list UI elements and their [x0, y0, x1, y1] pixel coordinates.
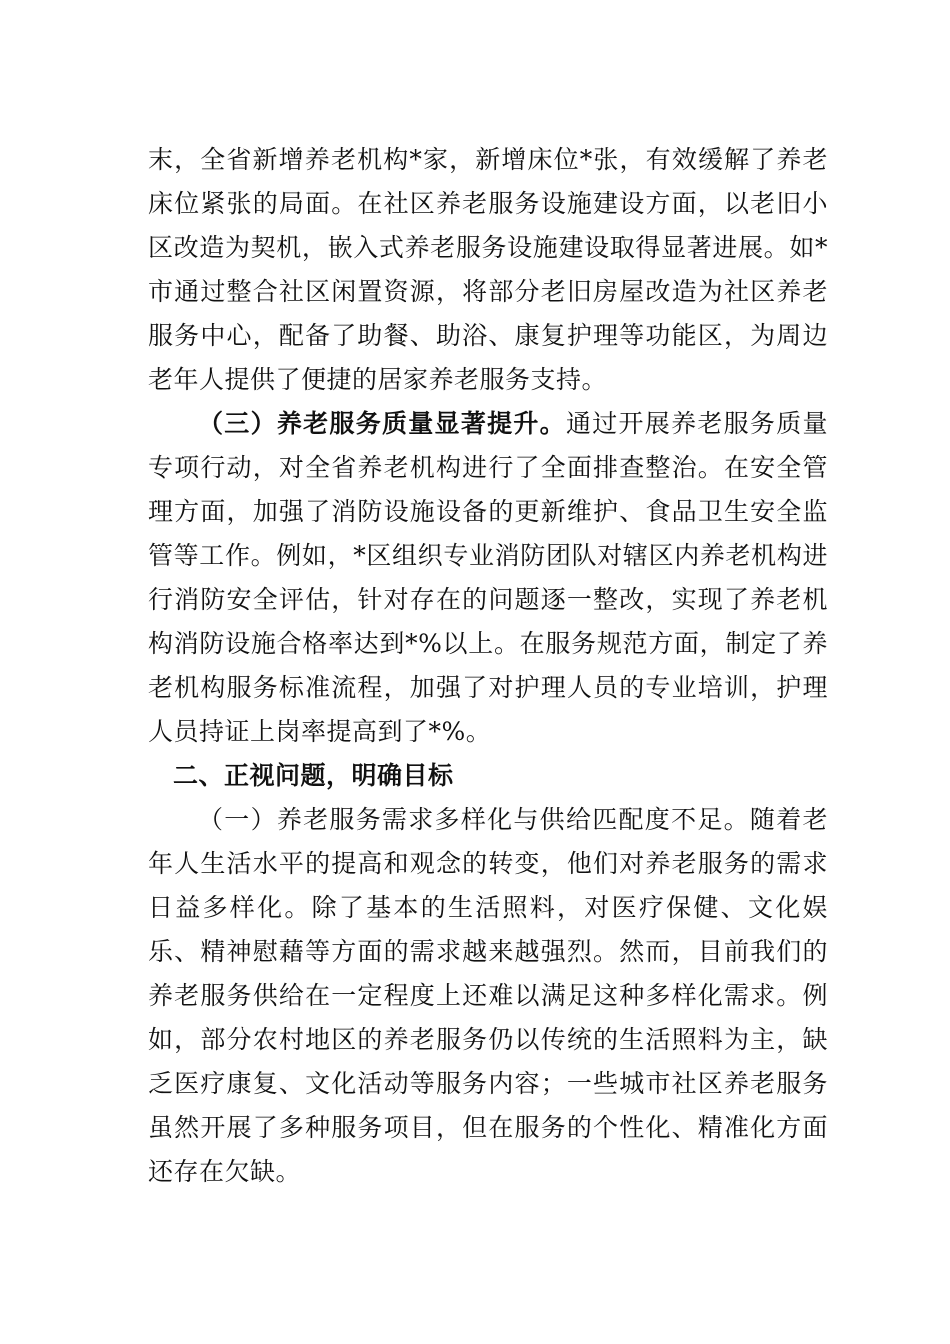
- paragraph-lead-heading: （三）养老服务质量显著提升。: [198, 409, 566, 438]
- paragraph-text: 随着老年人生活水平的提高和观念的转变，他们对养老服务的需求日益多样化。除了基本的生活照料，对医疗保健、文化娱乐、精神慰藉等方面的需求越来越强烈。然而，目前我们的养老服务供给在一定程度上还难以满足这种多样化需求。例如，部分农村地区的养老服务仍以传统的生活照料为主，缺乏医疗康复、文化活动等服务内容；一些城市社区养老服务虽然开展了多种服务项目，但在服务的个性化、精准化方面还存在欠缺。: [148, 805, 828, 1186]
- section-heading: 二、正视问题，明确目标: [173, 761, 454, 790]
- document-body: [148, 138, 828, 1194]
- paragraph-continuation: [148, 138, 828, 402]
- paragraph-text: 末，全省新增养老机构*家，新增床位*张，有效缓解了养老床位紧张的局面。在社区养老服务设施建设方面，以老旧小区改造为契机，嵌入式养老服务设施建设取得显著进展。如*市通过整合社区闲置资源，将部分老旧房屋改造为社区养老服务中心，配备了助餐、助浴、康复护理等功能区，为周边老年人提供了便捷的居家养老服务支持。: [148, 145, 828, 394]
- paragraph-lead-heading: （一）养老服务需求多样化与供给匹配度不足。: [198, 805, 750, 834]
- paragraph-text: 通过开展养老服务质量专项行动，对全省养老机构进行了全面排查整治。在安全管理方面，加强了消防设施设备的更新维护、食品卫生安全监管等工作。例如，*区组织专业消防团队对辖区内养老机构进行消防安全评估，针对存在的问题逐一整改，实现了养老机构消防设施合格率达到*%以上。在服务规范方面，制定了养老机构服务标准流程，加强了对护理人员的专业培训，护理人员持证上岗率提高到了*%。: [148, 409, 828, 746]
- paragraph-service-quality: [148, 402, 828, 754]
- paragraph-demand-supply: [148, 798, 828, 1194]
